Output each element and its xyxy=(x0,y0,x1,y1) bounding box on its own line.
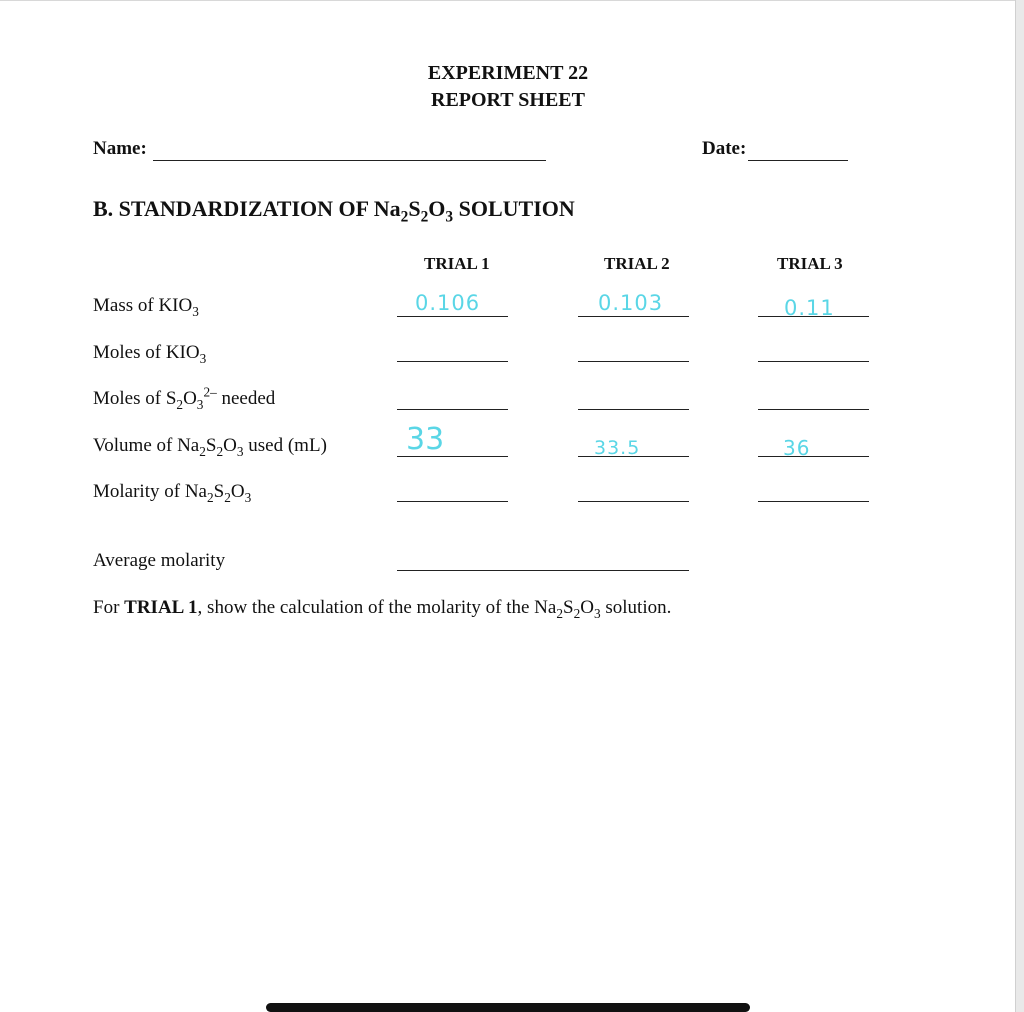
date-field[interactable] xyxy=(748,160,848,161)
handwritten-volume-trial-1: 33 xyxy=(406,422,445,457)
cell-molarity-trial-3[interactable] xyxy=(758,501,869,502)
row-label-mass-kio3: Mass of $KIO_3$ xyxy=(93,295,199,319)
handwritten-mass-trial-3: 0.11 xyxy=(784,296,835,320)
page-edge-line xyxy=(1015,0,1016,1012)
instruction-trial-word: TRIAL 1 xyxy=(124,597,198,618)
cell-moles-kio3-trial-3[interactable] xyxy=(758,361,869,362)
instruction-text xyxy=(93,597,671,619)
name-label: Name: xyxy=(93,138,147,159)
section-heading-suffix: SOLUTION xyxy=(453,196,575,221)
cell-mass-trial-2[interactable] xyxy=(578,316,689,317)
instruction-prefix: For xyxy=(93,597,125,618)
row-label-moles-kio3: Moles of $KIO_3$ xyxy=(93,342,207,366)
average-molarity-label: Average molarity xyxy=(93,550,226,571)
section-heading-prefix: B. STANDARDIZATION OF xyxy=(93,196,374,221)
cell-moles-s2o3-trial-3[interactable] xyxy=(758,409,869,410)
row-label-volume: Volume of $Na_2S_2O_3$ used (mL) xyxy=(93,435,327,459)
section-heading-formula: $Na_2S_2O_3$ xyxy=(373,196,454,226)
page-right-margin xyxy=(1016,0,1024,1012)
handwritten-mass-trial-1: 0.106 xyxy=(415,291,481,315)
cell-moles-kio3-trial-2[interactable] xyxy=(578,361,689,362)
experiment-title: EXPERIMENT 22 xyxy=(427,62,589,84)
cell-molarity-trial-1[interactable] xyxy=(397,501,508,502)
section-heading xyxy=(93,196,575,226)
average-molarity-field[interactable] xyxy=(397,570,689,571)
cell-moles-s2o3-trial-1[interactable] xyxy=(397,409,508,410)
row-label-moles-thiosulfate: Moles of $S_2O_3^{2-}$ needed xyxy=(93,384,276,412)
column-header-trial-2: TRIAL 2 xyxy=(604,254,670,273)
cell-volume-trial-3[interactable] xyxy=(758,456,869,457)
top-divider xyxy=(0,0,1024,1)
date-label: Date: xyxy=(702,138,747,159)
column-header-trial-3: TRIAL 3 xyxy=(777,254,843,273)
home-indicator-bar[interactable] xyxy=(266,1003,750,1012)
report-sheet-title: REPORT SHEET xyxy=(431,89,585,111)
cell-mass-trial-1[interactable] xyxy=(397,316,508,317)
name-field[interactable] xyxy=(153,160,546,161)
cell-molarity-trial-2[interactable] xyxy=(578,501,689,502)
handwritten-mass-trial-2: 0.103 xyxy=(598,291,664,315)
column-header-trial-1: TRIAL 1 xyxy=(424,254,490,273)
handwritten-volume-trial-3: 36 xyxy=(783,436,811,460)
handwritten-volume-trial-2: 33.5 xyxy=(594,437,641,459)
row-label-molarity: Molarity of $Na_2S_2O_3$ xyxy=(93,481,252,505)
cell-moles-s2o3-trial-2[interactable] xyxy=(578,409,689,410)
instruction-suffix: , show the calculation of the molarity of the $Na_2S_2O_3$ solution. xyxy=(197,597,672,621)
cell-moles-kio3-trial-1[interactable] xyxy=(397,361,508,362)
